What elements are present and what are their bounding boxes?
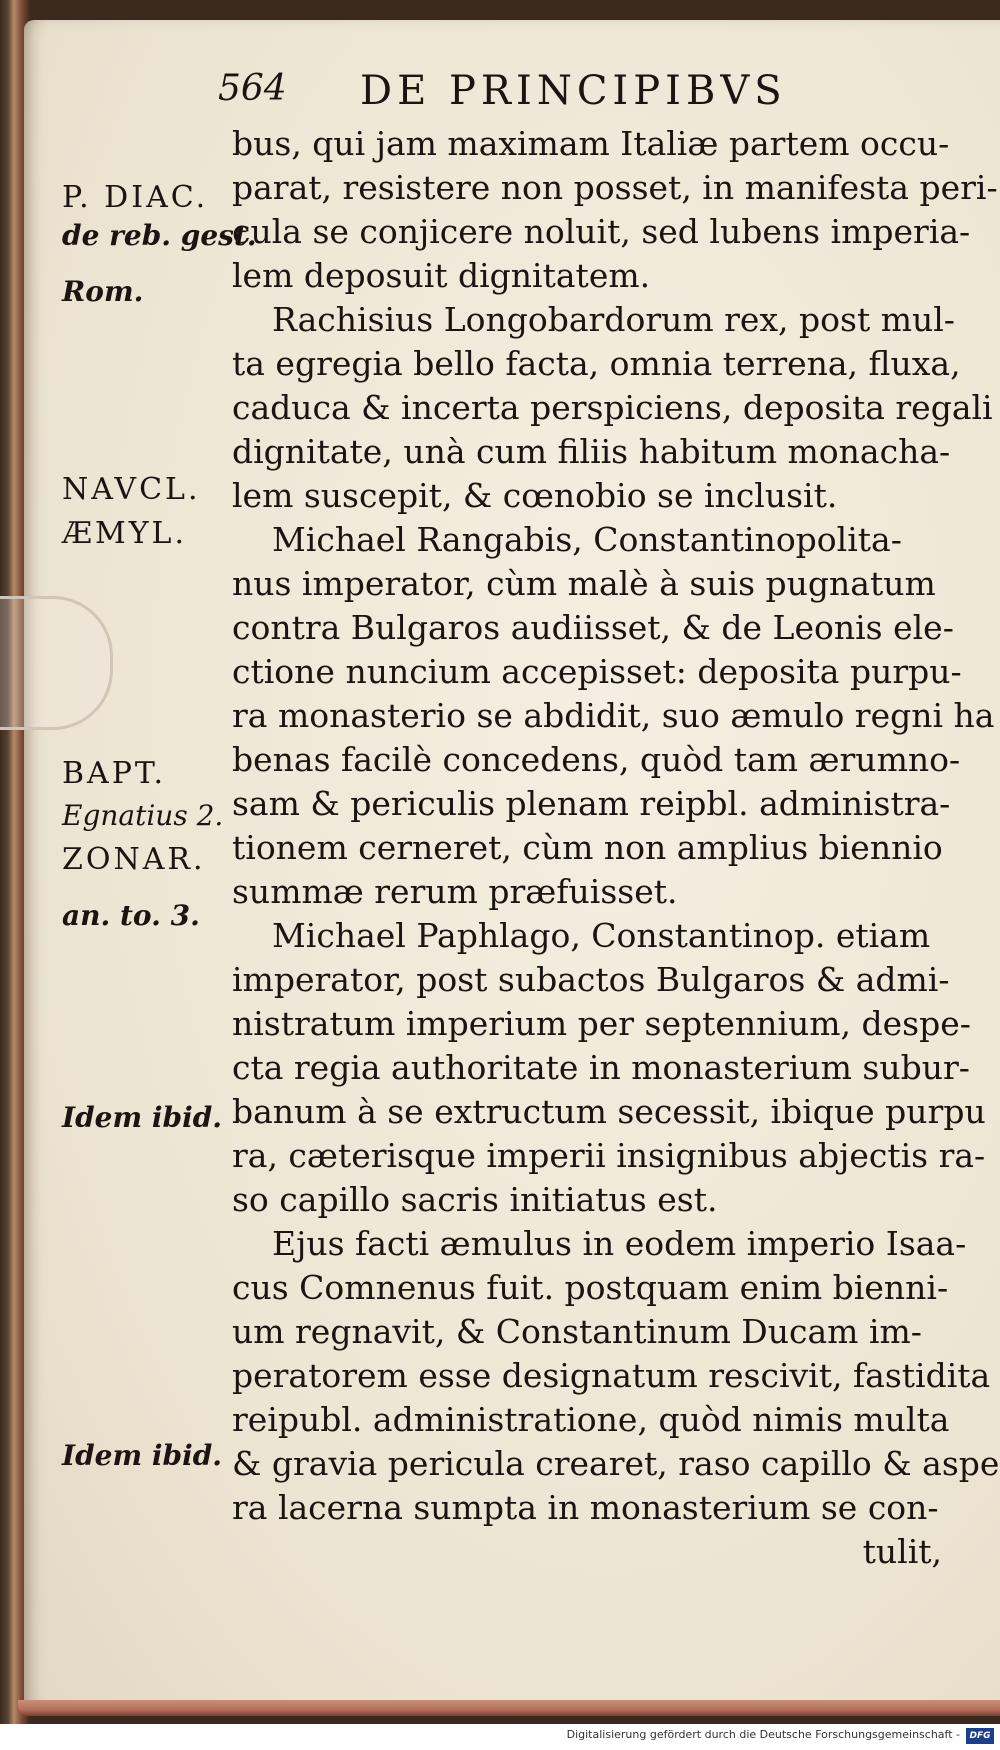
text-line: cula se conjicere noluit, sed lubens imperia- (232, 212, 971, 251)
margin-note: Rom. (62, 275, 144, 308)
text-line: banum à se extructum secessit, ibique purpu (232, 1092, 986, 1131)
page-edge (18, 1700, 1000, 1716)
margin-note: ÆMYL. (62, 516, 188, 551)
text-line: cus Comnenus fuit. postquam enim bienni- (232, 1268, 949, 1307)
text-line: contra Bulgaros audiisset, & de Leonis ele- (232, 608, 954, 647)
text-line: um regnavit, & Constantinum Ducam im- (232, 1312, 922, 1351)
margin-note: Egnatius 2. (62, 799, 224, 832)
text-line: sam & periculis plenam reipbl. administra- (232, 784, 951, 823)
margin-note: Idem ibid. (62, 1101, 223, 1134)
bookmark-clip (0, 596, 113, 730)
text-line: nus imperator, cùm malè à suis pugnatum (232, 564, 936, 603)
text-line: Michael Rangabis, Constantinopolita- (272, 520, 902, 559)
text-line: Michael Paphlago, Constantinop. etiam (272, 916, 931, 955)
margin-note: P. DIAC. (62, 180, 209, 215)
text-line: Ejus facti æmulus in eodem imperio Isaa- (272, 1224, 967, 1263)
text-line: so capillo sacris initiatus est. (232, 1180, 718, 1219)
text-line: peratorem esse designatum rescivit, fastidita (232, 1356, 991, 1395)
text-line: nistratum imperium per septennium, despe- (232, 1004, 971, 1043)
text-line: ra lacerna sumpta in monasterium se con- (232, 1488, 939, 1527)
text-line: ra monasterio se abdidit, suo æmulo regni ha (232, 696, 995, 735)
text-line: parat, resistere non posset, in manifesta peri- (232, 168, 998, 207)
text-line: Rachisius Longobardorum rex, post mul- (272, 300, 955, 339)
text-line: lem deposuit dignitatem. (232, 256, 651, 295)
margin-note: de reb. gest. (62, 219, 257, 252)
margin-note: BAPT. (62, 756, 167, 791)
page-number: 564 (218, 68, 287, 109)
text-line: benas facilè concedens, quòd tam ærumno- (232, 740, 961, 779)
text-line: ra, cæterisque imperii insignibus abjectis ra- (232, 1136, 986, 1175)
text-line: ta egregia bello facta, omnia terrena, fluxa, (232, 344, 961, 383)
text-line: dignitate, unà cum filiis habitum monacha- (232, 432, 951, 471)
margin-note: an. to. 3. (62, 899, 200, 932)
text-line: bus, qui jam maximam Italiæ partem occu- (232, 124, 950, 163)
text-line: tionem cerneret, cùm non amplius biennio (232, 828, 943, 867)
text-line: caduca & incerta perspiciens, deposita regali (232, 388, 993, 427)
text-line: reipubl. administratione, quòd nimis multa (232, 1400, 950, 1439)
text-line: cta regia authoritate in monasterium subur- (232, 1048, 970, 1087)
footer-credit: Digitalisierung gefördert durch die Deutsche Forschungsgemeinschaft - (566, 1728, 960, 1741)
margin-note: Idem ibid. (62, 1439, 223, 1472)
dfg-logo: DFG (966, 1728, 994, 1744)
text-line: & gravia pericula crearet, raso capillo & aspe (232, 1444, 1000, 1483)
text-line: summæ rerum præfuisset. (232, 872, 678, 911)
text-line: ctione nuncium accepisset: deposita purpu- (232, 652, 962, 691)
footer-bar (0, 1724, 1000, 1750)
margin-note: NAVCL. (62, 472, 201, 507)
margin-note: ZONAR. (62, 842, 206, 877)
catchword: tulit, (862, 1532, 942, 1571)
text-line: lem suscepit, & cœnobio se inclusit. (232, 476, 838, 515)
page-header (218, 68, 918, 118)
text-line: imperator, post subactos Bulgaros & admi- (232, 960, 950, 999)
running-title: DE PRINCIPIBVS (360, 68, 787, 114)
